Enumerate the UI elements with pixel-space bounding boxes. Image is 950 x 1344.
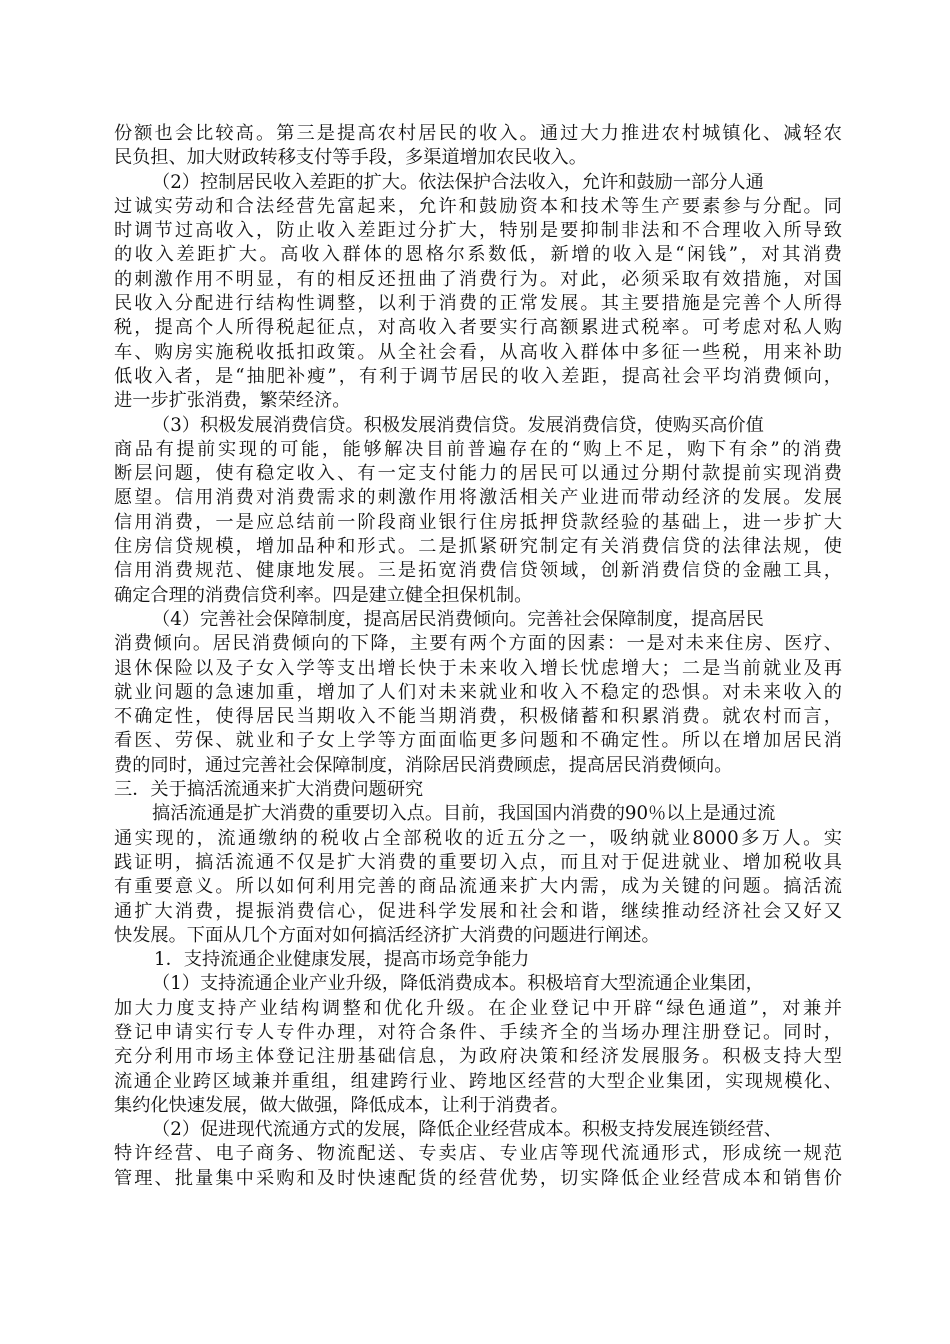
text-line: 通扩大消费，提振消费信心，促进科学发展和社会和谐，继续推动经济社会又好又 <box>114 900 842 922</box>
text-line: 愿望。信用消费对消费需求的刺激作用将激活相关产业进而带动经济的发展。发展 <box>114 487 842 509</box>
text-line: 低收入者，是“抽肥补瘦”，有利于调节居民的收入差距，提高社会平均消费倾向， <box>114 365 842 387</box>
text-line: （2）促进现代流通方式的发展，降低企业经营成本。积极支持发展连锁经营、 <box>152 1119 782 1141</box>
text-line: 退休保险以及子女入学等支出增长快于未来收入增长忧虑增大；二是当前就业及再 <box>114 657 842 679</box>
text-line: 搞活流通是扩大消费的重要切入点。目前，我国国内消费的90％以上是通过流 <box>152 803 776 825</box>
text-line: 断层问题，使有稳定收入、有一定支付能力的居民可以通过分期付款提前实现消费 <box>114 463 842 485</box>
document-page <box>114 122 842 1191</box>
text-line: 商品有提前实现的可能，能够解决目前普遍存在的“购上不足，购下有余”的消费 <box>114 438 842 460</box>
text-line: 确定合理的消费信贷利率。四是建立健全担保机制。 <box>114 584 533 606</box>
text-line: 践证明，搞活流通不仅是扩大消费的重要切入点，而且对于促进就业、增加税收具 <box>114 851 842 873</box>
text-line: 集约化快速发展，做大做强，降低成本，让利于消费者。 <box>114 1094 569 1116</box>
text-line: 通实现的，流通缴纳的税收占全部税收的近五分之一，吸纳就业8000多万人。实 <box>114 827 842 849</box>
text-line: 时调节过高收入，防止收入差距过分扩大，特别是要抑制非法和不合理收入所导致 <box>114 220 842 242</box>
text-line: （3）积极发展消费信贷。积极发展消费信贷。发展消费信贷，使购买高价值 <box>152 414 764 436</box>
text-line: 管理、批量集中采购和及时快速配货的经营优势，切实降低企业经营成本和销售价 <box>114 1167 842 1189</box>
text-line: 看医、劳保、就业和子女上学等方面面临更多问题和不确定性。所以在增加居民消 <box>114 730 842 752</box>
text-line: 民收入分配进行结构性调整，以利于消费的正常发展。其主要措施是完善个人所得 <box>114 293 842 315</box>
text-line: 充分利用市场主体登记注册基础信息，为政府决策和经济发展服务。积极支持大型 <box>114 1046 842 1068</box>
text-line: 住房信贷规模，增加品种和形式。二是抓紧研究制定有关消费信贷的法律法规，使 <box>114 536 842 558</box>
text-line: 民负担、加大财政转移支付等手段，多渠道增加农民收入。 <box>114 147 587 169</box>
text-line: 1．支持流通企业健康发展，提高市场竞争能力 <box>154 949 530 971</box>
text-line: 车、购房实施税收抵扣政策。从全社会看，从高收入群体中多征一些税，用来补助 <box>114 341 842 363</box>
text-line: 登记申请实行专人专件办理，对符合条件、手续齐全的当场办理注册登记。同时， <box>114 1021 842 1043</box>
text-line: （2）控制居民收入差距的扩大。依法保护合法收入，允许和鼓励一部分人通 <box>152 171 764 193</box>
text-line: 流通企业跨区域兼并重组，组建跨行业、跨地区经营的大型企业集团，实现规模化、 <box>114 1070 842 1092</box>
text-line: 信用消费，一是应总结前一阶段商业银行住房抵押贷款经验的基础上，进一步扩大 <box>114 511 842 533</box>
text-line: 进一步扩张消费，繁荣经济。 <box>114 390 351 412</box>
text-line: 信用消费规范、健康地发展。三是拓宽消费信贷领域，创新消费信贷的金融工具， <box>114 560 842 582</box>
text-line: （1）支持流通企业产业升级，降低消费成本。积极培育大型流通企业集团， <box>152 973 764 995</box>
text-line: 加大力度支持产业结构调整和优化升级。在企业登记中开辟“绿色通道”，对兼并 <box>114 997 842 1019</box>
text-line: 费的同时，通过完善社会保障制度，消除居民消费顾虑，提高居民消费倾向。 <box>114 754 733 776</box>
text-line: 就业问题的急速加重，增加了人们对未来就业和收入不稳定的恐惧。对未来收入的 <box>114 681 842 703</box>
text-line: 特许经营、电子商务、物流配送、专卖店、专业店等现代流通形式，形成统一规范 <box>114 1143 842 1165</box>
text-line: 快发展。下面从几个方面对如何搞活经济扩大消费的问题进行阐述。 <box>114 924 660 946</box>
text-line: 的收入差距扩大。高收入群体的恩格尔系数低，新增的收入是“闲钱”，对其消费 <box>114 244 842 266</box>
text-line: 不确定性，使得居民当期收入不能当期消费，积极储蓄和积累消费。就农村而言， <box>114 706 842 728</box>
text-line: 税，提高个人所得税起征点，对高收入者要实行高额累进式税率。可考虑对私人购 <box>114 317 842 339</box>
text-line: 份额也会比较高。第三是提高农村居民的收入。通过大力推进农村城镇化、减轻农 <box>114 123 842 144</box>
text-line: 过诚实劳动和合法经营先富起来，允许和鼓励资本和技术等生产要素参与分配。同 <box>114 195 842 217</box>
text-line: 消费倾向。居民消费倾向的下降，主要有两个方面的因素：一是对未来住房、医疗、 <box>114 633 842 655</box>
text-line: 的刺激作用不明显，有的相反还扭曲了消费行为。对此，必须采取有效措施，对国 <box>114 268 842 290</box>
text-line: 三．关于搞活流通来扩大消费问题研究 <box>114 779 424 801</box>
text-line: （4）完善社会保障制度，提高居民消费倾向。完善社会保障制度，提高居民 <box>152 608 764 630</box>
text-line: 有重要意义。所以如何利用完善的商品流通来扩大内需，成为关键的问题。搞活流 <box>114 876 842 898</box>
